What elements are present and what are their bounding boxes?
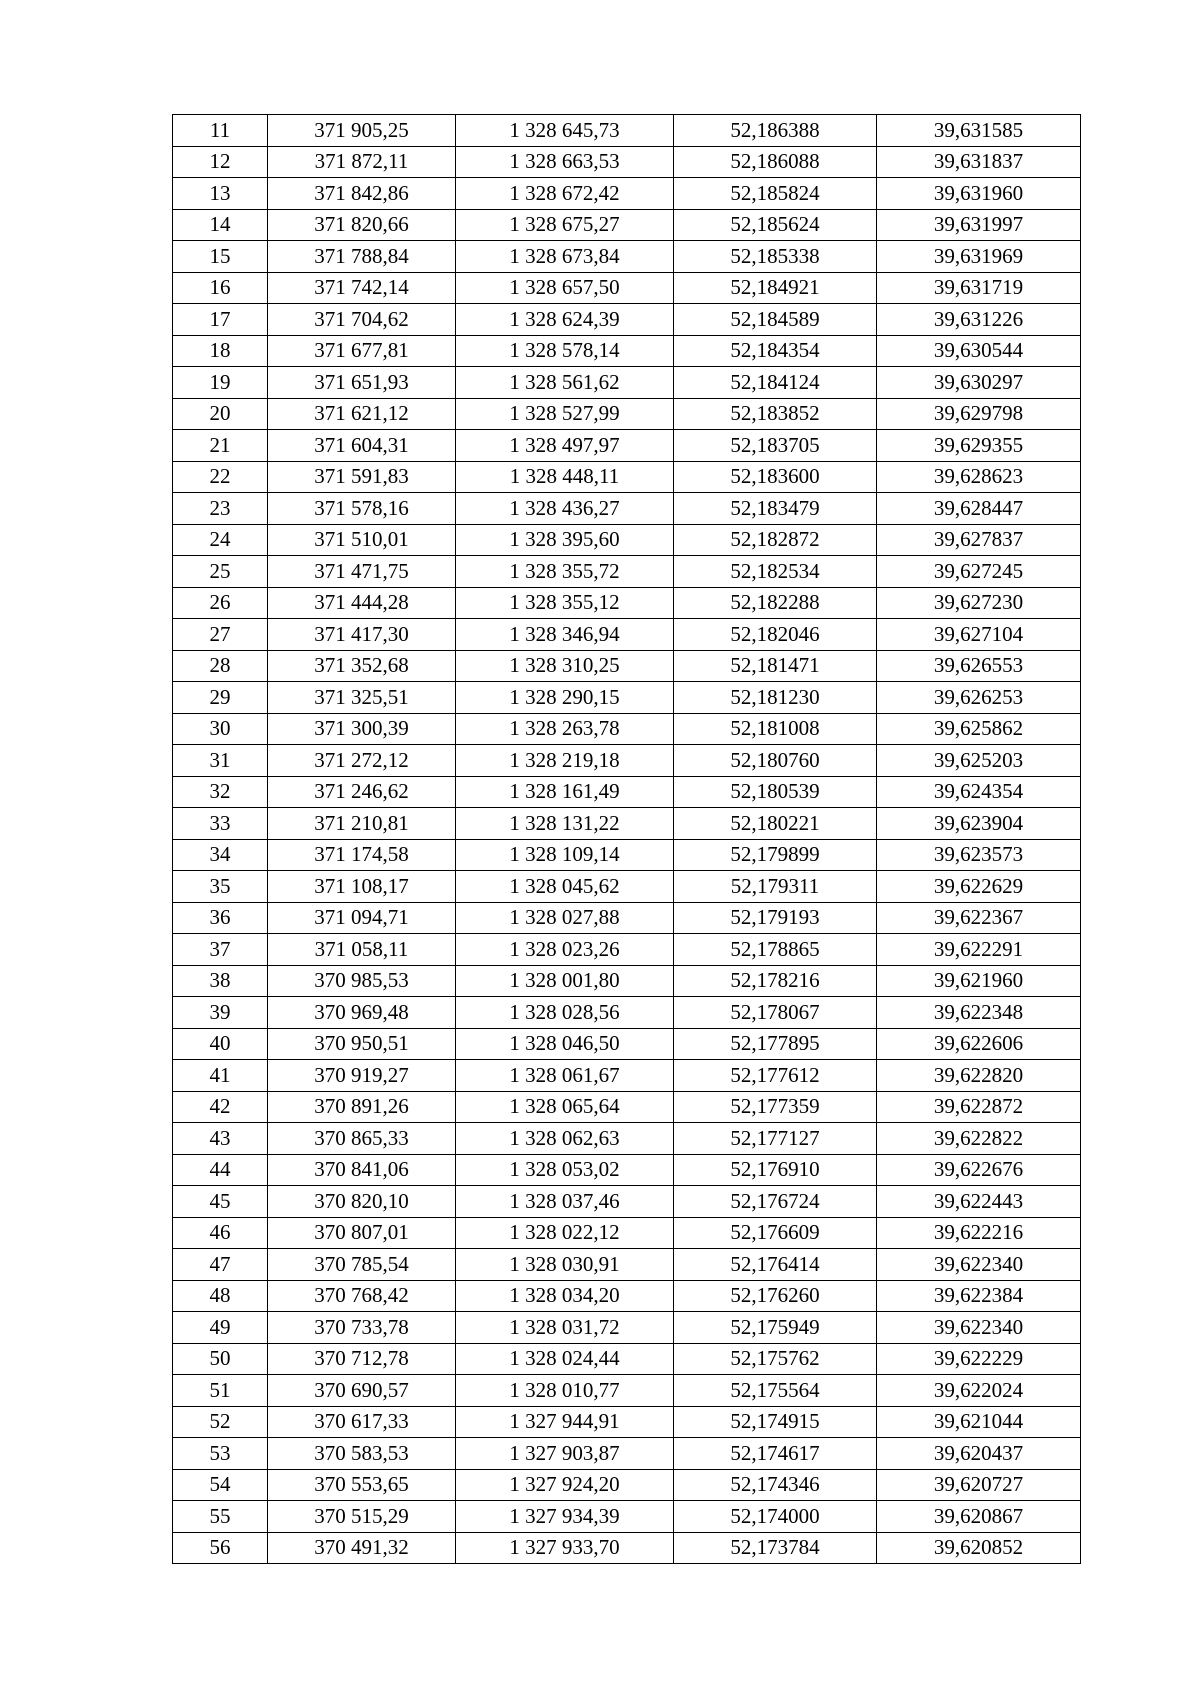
longitude-cell: 39,622367: [877, 902, 1081, 934]
x-coordinate-cell: 371 352,68: [268, 650, 456, 682]
table-row: [173, 871, 1081, 903]
latitude-cell: 52,174617: [674, 1438, 877, 1470]
x-coordinate-cell: 371 842,86: [268, 178, 456, 210]
latitude-cell: 52,175762: [674, 1343, 877, 1375]
y-coordinate-cell: 1 328 355,72: [456, 556, 674, 588]
point-number-cell: 21: [173, 430, 268, 462]
x-coordinate-cell: 371 272,12: [268, 745, 456, 777]
y-coordinate-cell: 1 328 031,72: [456, 1312, 674, 1344]
point-number-cell: 16: [173, 272, 268, 304]
x-coordinate-cell: 370 553,65: [268, 1469, 456, 1501]
point-number-cell: 38: [173, 965, 268, 997]
y-coordinate-cell: 1 328 527,99: [456, 398, 674, 430]
longitude-cell: 39,631585: [877, 115, 1081, 147]
point-number-cell: 44: [173, 1154, 268, 1186]
longitude-cell: 39,622216: [877, 1217, 1081, 1249]
x-coordinate-cell: 371 677,81: [268, 335, 456, 367]
y-coordinate-cell: 1 328 131,22: [456, 808, 674, 840]
x-coordinate-cell: 371 905,25: [268, 115, 456, 147]
y-coordinate-cell: 1 327 934,39: [456, 1501, 674, 1533]
longitude-cell: 39,627837: [877, 524, 1081, 556]
x-coordinate-cell: 371 788,84: [268, 241, 456, 273]
y-coordinate-cell: 1 328 028,56: [456, 997, 674, 1029]
longitude-cell: 39,626553: [877, 650, 1081, 682]
table-row: [173, 1312, 1081, 1344]
point-number-cell: 35: [173, 871, 268, 903]
point-number-cell: 18: [173, 335, 268, 367]
y-coordinate-cell: 1 328 436,27: [456, 493, 674, 525]
y-coordinate-cell: 1 328 037,46: [456, 1186, 674, 1218]
x-coordinate-cell: 370 690,57: [268, 1375, 456, 1407]
table-row: [173, 713, 1081, 745]
y-coordinate-cell: 1 327 903,87: [456, 1438, 674, 1470]
latitude-cell: 52,174346: [674, 1469, 877, 1501]
latitude-cell: 52,177895: [674, 1028, 877, 1060]
latitude-cell: 52,182872: [674, 524, 877, 556]
x-coordinate-cell: 371 325,51: [268, 682, 456, 714]
point-number-cell: 42: [173, 1091, 268, 1123]
coordinates-table-body: [173, 115, 1081, 1564]
y-coordinate-cell: 1 328 030,91: [456, 1249, 674, 1281]
x-coordinate-cell: 370 785,54: [268, 1249, 456, 1281]
table-row: [173, 1501, 1081, 1533]
longitude-cell: 39,629798: [877, 398, 1081, 430]
table-row: [173, 209, 1081, 241]
point-number-cell: 25: [173, 556, 268, 588]
longitude-cell: 39,622676: [877, 1154, 1081, 1186]
y-coordinate-cell: 1 328 263,78: [456, 713, 674, 745]
longitude-cell: 39,622606: [877, 1028, 1081, 1060]
longitude-cell: 39,622384: [877, 1280, 1081, 1312]
latitude-cell: 52,184124: [674, 367, 877, 399]
longitude-cell: 39,622820: [877, 1060, 1081, 1092]
x-coordinate-cell: 371 591,83: [268, 461, 456, 493]
point-number-cell: 31: [173, 745, 268, 777]
x-coordinate-cell: 370 583,53: [268, 1438, 456, 1470]
point-number-cell: 26: [173, 587, 268, 619]
x-coordinate-cell: 371 174,58: [268, 839, 456, 871]
longitude-cell: 39,631837: [877, 146, 1081, 178]
longitude-cell: 39,623904: [877, 808, 1081, 840]
y-coordinate-cell: 1 328 023,26: [456, 934, 674, 966]
longitude-cell: 39,631960: [877, 178, 1081, 210]
y-coordinate-cell: 1 328 034,20: [456, 1280, 674, 1312]
x-coordinate-cell: 370 865,33: [268, 1123, 456, 1155]
table-row: [173, 808, 1081, 840]
latitude-cell: 52,184354: [674, 335, 877, 367]
longitude-cell: 39,622229: [877, 1343, 1081, 1375]
latitude-cell: 52,184921: [674, 272, 877, 304]
longitude-cell: 39,629355: [877, 430, 1081, 462]
table-row: [173, 1060, 1081, 1092]
table-row: [173, 367, 1081, 399]
y-coordinate-cell: 1 328 561,62: [456, 367, 674, 399]
longitude-cell: 39,622340: [877, 1312, 1081, 1344]
table-row: [173, 1217, 1081, 1249]
x-coordinate-cell: 371 210,81: [268, 808, 456, 840]
x-coordinate-cell: 371 058,11: [268, 934, 456, 966]
x-coordinate-cell: 371 604,31: [268, 430, 456, 462]
x-coordinate-cell: 371 246,62: [268, 776, 456, 808]
longitude-cell: 39,631997: [877, 209, 1081, 241]
point-number-cell: 14: [173, 209, 268, 241]
table-row: [173, 272, 1081, 304]
y-coordinate-cell: 1 328 355,12: [456, 587, 674, 619]
longitude-cell: 39,624354: [877, 776, 1081, 808]
table-row: [173, 997, 1081, 1029]
point-number-cell: 56: [173, 1532, 268, 1564]
x-coordinate-cell: 371 417,30: [268, 619, 456, 651]
point-number-cell: 53: [173, 1438, 268, 1470]
point-number-cell: 55: [173, 1501, 268, 1533]
table-row: [173, 1343, 1081, 1375]
latitude-cell: 52,174000: [674, 1501, 877, 1533]
latitude-cell: 52,174915: [674, 1406, 877, 1438]
longitude-cell: 39,621960: [877, 965, 1081, 997]
x-coordinate-cell: 371 742,14: [268, 272, 456, 304]
latitude-cell: 52,179899: [674, 839, 877, 871]
table-row: [173, 178, 1081, 210]
longitude-cell: 39,623573: [877, 839, 1081, 871]
point-number-cell: 40: [173, 1028, 268, 1060]
latitude-cell: 52,181230: [674, 682, 877, 714]
latitude-cell: 52,183705: [674, 430, 877, 462]
table-row: [173, 1532, 1081, 1564]
point-number-cell: 34: [173, 839, 268, 871]
longitude-cell: 39,620727: [877, 1469, 1081, 1501]
table-row: [173, 1028, 1081, 1060]
point-number-cell: 52: [173, 1406, 268, 1438]
latitude-cell: 52,173784: [674, 1532, 877, 1564]
latitude-cell: 52,183479: [674, 493, 877, 525]
table-row: [173, 839, 1081, 871]
point-number-cell: 49: [173, 1312, 268, 1344]
point-number-cell: 11: [173, 115, 268, 147]
point-number-cell: 27: [173, 619, 268, 651]
latitude-cell: 52,179193: [674, 902, 877, 934]
latitude-cell: 52,184589: [674, 304, 877, 336]
latitude-cell: 52,181008: [674, 713, 877, 745]
latitude-cell: 52,183852: [674, 398, 877, 430]
table-row: [173, 1280, 1081, 1312]
latitude-cell: 52,180221: [674, 808, 877, 840]
y-coordinate-cell: 1 328 578,14: [456, 335, 674, 367]
latitude-cell: 52,179311: [674, 871, 877, 903]
latitude-cell: 52,181471: [674, 650, 877, 682]
y-coordinate-cell: 1 328 062,63: [456, 1123, 674, 1155]
longitude-cell: 39,628447: [877, 493, 1081, 525]
longitude-cell: 39,631969: [877, 241, 1081, 273]
table-row: [173, 1154, 1081, 1186]
y-coordinate-cell: 1 328 497,97: [456, 430, 674, 462]
table-row: [173, 650, 1081, 682]
longitude-cell: 39,620437: [877, 1438, 1081, 1470]
longitude-cell: 39,622629: [877, 871, 1081, 903]
latitude-cell: 52,177127: [674, 1123, 877, 1155]
longitude-cell: 39,620852: [877, 1532, 1081, 1564]
table-row: [173, 304, 1081, 336]
longitude-cell: 39,621044: [877, 1406, 1081, 1438]
y-coordinate-cell: 1 328 395,60: [456, 524, 674, 556]
x-coordinate-cell: 370 985,53: [268, 965, 456, 997]
table-row: [173, 1249, 1081, 1281]
table-row: [173, 587, 1081, 619]
longitude-cell: 39,630297: [877, 367, 1081, 399]
point-number-cell: 33: [173, 808, 268, 840]
point-number-cell: 36: [173, 902, 268, 934]
point-number-cell: 46: [173, 1217, 268, 1249]
x-coordinate-cell: 370 841,06: [268, 1154, 456, 1186]
table-row: [173, 430, 1081, 462]
y-coordinate-cell: 1 328 001,80: [456, 965, 674, 997]
x-coordinate-cell: 370 969,48: [268, 997, 456, 1029]
longitude-cell: 39,626253: [877, 682, 1081, 714]
longitude-cell: 39,627245: [877, 556, 1081, 588]
table-row: [173, 146, 1081, 178]
point-number-cell: 32: [173, 776, 268, 808]
latitude-cell: 52,176910: [674, 1154, 877, 1186]
table-row: [173, 1375, 1081, 1407]
x-coordinate-cell: 370 515,29: [268, 1501, 456, 1533]
latitude-cell: 52,183600: [674, 461, 877, 493]
table-row: [173, 1469, 1081, 1501]
x-coordinate-cell: 370 617,33: [268, 1406, 456, 1438]
y-coordinate-cell: 1 328 673,84: [456, 241, 674, 273]
point-number-cell: 24: [173, 524, 268, 556]
table-row: [173, 1406, 1081, 1438]
table-row: [173, 493, 1081, 525]
y-coordinate-cell: 1 328 022,12: [456, 1217, 674, 1249]
y-coordinate-cell: 1 328 657,50: [456, 272, 674, 304]
latitude-cell: 52,182046: [674, 619, 877, 651]
point-number-cell: 13: [173, 178, 268, 210]
point-number-cell: 41: [173, 1060, 268, 1092]
x-coordinate-cell: 371 094,71: [268, 902, 456, 934]
longitude-cell: 39,622348: [877, 997, 1081, 1029]
table-row: [173, 1091, 1081, 1123]
y-coordinate-cell: 1 328 010,77: [456, 1375, 674, 1407]
x-coordinate-cell: 370 919,27: [268, 1060, 456, 1092]
longitude-cell: 39,622822: [877, 1123, 1081, 1155]
x-coordinate-cell: 371 444,28: [268, 587, 456, 619]
longitude-cell: 39,631719: [877, 272, 1081, 304]
x-coordinate-cell: 370 891,26: [268, 1091, 456, 1123]
latitude-cell: 52,175949: [674, 1312, 877, 1344]
latitude-cell: 52,186388: [674, 115, 877, 147]
table-row: [173, 556, 1081, 588]
longitude-cell: 39,625862: [877, 713, 1081, 745]
x-coordinate-cell: 371 471,75: [268, 556, 456, 588]
y-coordinate-cell: 1 328 061,67: [456, 1060, 674, 1092]
point-number-cell: 12: [173, 146, 268, 178]
table-row: [173, 682, 1081, 714]
y-coordinate-cell: 1 328 046,50: [456, 1028, 674, 1060]
y-coordinate-cell: 1 327 933,70: [456, 1532, 674, 1564]
point-number-cell: 54: [173, 1469, 268, 1501]
longitude-cell: 39,630544: [877, 335, 1081, 367]
latitude-cell: 52,185338: [674, 241, 877, 273]
point-number-cell: 30: [173, 713, 268, 745]
table-row: [173, 524, 1081, 556]
point-number-cell: 15: [173, 241, 268, 273]
y-coordinate-cell: 1 328 310,25: [456, 650, 674, 682]
longitude-cell: 39,622024: [877, 1375, 1081, 1407]
y-coordinate-cell: 1 328 672,42: [456, 178, 674, 210]
table-row: [173, 335, 1081, 367]
y-coordinate-cell: 1 328 027,88: [456, 902, 674, 934]
latitude-cell: 52,176724: [674, 1186, 877, 1218]
point-number-cell: 50: [173, 1343, 268, 1375]
table-row: [173, 934, 1081, 966]
table-row: [173, 619, 1081, 651]
y-coordinate-cell: 1 328 109,14: [456, 839, 674, 871]
latitude-cell: 52,186088: [674, 146, 877, 178]
point-number-cell: 17: [173, 304, 268, 336]
x-coordinate-cell: 371 510,01: [268, 524, 456, 556]
latitude-cell: 52,177612: [674, 1060, 877, 1092]
x-coordinate-cell: 371 300,39: [268, 713, 456, 745]
x-coordinate-cell: 371 621,12: [268, 398, 456, 430]
y-coordinate-cell: 1 328 346,94: [456, 619, 674, 651]
y-coordinate-cell: 1 328 219,18: [456, 745, 674, 777]
y-coordinate-cell: 1 328 161,49: [456, 776, 674, 808]
coordinates-table: [172, 114, 1081, 1564]
x-coordinate-cell: 371 108,17: [268, 871, 456, 903]
latitude-cell: 52,176260: [674, 1280, 877, 1312]
x-coordinate-cell: 370 820,10: [268, 1186, 456, 1218]
table-row: [173, 398, 1081, 430]
y-coordinate-cell: 1 327 944,91: [456, 1406, 674, 1438]
point-number-cell: 19: [173, 367, 268, 399]
table-row: [173, 1123, 1081, 1155]
latitude-cell: 52,180539: [674, 776, 877, 808]
y-coordinate-cell: 1 328 065,64: [456, 1091, 674, 1123]
table-row: [173, 776, 1081, 808]
y-coordinate-cell: 1 328 045,62: [456, 871, 674, 903]
latitude-cell: 52,178216: [674, 965, 877, 997]
x-coordinate-cell: 370 950,51: [268, 1028, 456, 1060]
table-row: [173, 241, 1081, 273]
y-coordinate-cell: 1 328 024,44: [456, 1343, 674, 1375]
y-coordinate-cell: 1 328 663,53: [456, 146, 674, 178]
x-coordinate-cell: 371 651,93: [268, 367, 456, 399]
x-coordinate-cell: 370 807,01: [268, 1217, 456, 1249]
point-number-cell: 28: [173, 650, 268, 682]
x-coordinate-cell: 370 712,78: [268, 1343, 456, 1375]
y-coordinate-cell: 1 328 624,39: [456, 304, 674, 336]
latitude-cell: 52,182288: [674, 587, 877, 619]
x-coordinate-cell: 371 872,11: [268, 146, 456, 178]
point-number-cell: 37: [173, 934, 268, 966]
y-coordinate-cell: 1 328 645,73: [456, 115, 674, 147]
longitude-cell: 39,622291: [877, 934, 1081, 966]
longitude-cell: 39,627104: [877, 619, 1081, 651]
longitude-cell: 39,625203: [877, 745, 1081, 777]
y-coordinate-cell: 1 328 448,11: [456, 461, 674, 493]
y-coordinate-cell: 1 327 924,20: [456, 1469, 674, 1501]
latitude-cell: 52,182534: [674, 556, 877, 588]
latitude-cell: 52,178865: [674, 934, 877, 966]
table-row: [173, 1438, 1081, 1470]
x-coordinate-cell: 370 733,78: [268, 1312, 456, 1344]
point-number-cell: 47: [173, 1249, 268, 1281]
table-row: [173, 461, 1081, 493]
longitude-cell: 39,622443: [877, 1186, 1081, 1218]
latitude-cell: 52,178067: [674, 997, 877, 1029]
longitude-cell: 39,622872: [877, 1091, 1081, 1123]
latitude-cell: 52,180760: [674, 745, 877, 777]
longitude-cell: 39,622340: [877, 1249, 1081, 1281]
latitude-cell: 52,177359: [674, 1091, 877, 1123]
table-row: [173, 965, 1081, 997]
latitude-cell: 52,176414: [674, 1249, 877, 1281]
x-coordinate-cell: 371 820,66: [268, 209, 456, 241]
point-number-cell: 45: [173, 1186, 268, 1218]
latitude-cell: 52,176609: [674, 1217, 877, 1249]
longitude-cell: 39,631226: [877, 304, 1081, 336]
x-coordinate-cell: 370 491,32: [268, 1532, 456, 1564]
table-row: [173, 745, 1081, 777]
point-number-cell: 22: [173, 461, 268, 493]
y-coordinate-cell: 1 328 290,15: [456, 682, 674, 714]
point-number-cell: 23: [173, 493, 268, 525]
latitude-cell: 52,185624: [674, 209, 877, 241]
point-number-cell: 51: [173, 1375, 268, 1407]
x-coordinate-cell: 371 704,62: [268, 304, 456, 336]
point-number-cell: 39: [173, 997, 268, 1029]
table-row: [173, 115, 1081, 147]
table-row: [173, 1186, 1081, 1218]
point-number-cell: 20: [173, 398, 268, 430]
longitude-cell: 39,620867: [877, 1501, 1081, 1533]
y-coordinate-cell: 1 328 053,02: [456, 1154, 674, 1186]
latitude-cell: 52,185824: [674, 178, 877, 210]
longitude-cell: 39,627230: [877, 587, 1081, 619]
y-coordinate-cell: 1 328 675,27: [456, 209, 674, 241]
point-number-cell: 29: [173, 682, 268, 714]
x-coordinate-cell: 371 578,16: [268, 493, 456, 525]
point-number-cell: 48: [173, 1280, 268, 1312]
table-row: [173, 902, 1081, 934]
latitude-cell: 52,175564: [674, 1375, 877, 1407]
point-number-cell: 43: [173, 1123, 268, 1155]
x-coordinate-cell: 370 768,42: [268, 1280, 456, 1312]
longitude-cell: 39,628623: [877, 461, 1081, 493]
